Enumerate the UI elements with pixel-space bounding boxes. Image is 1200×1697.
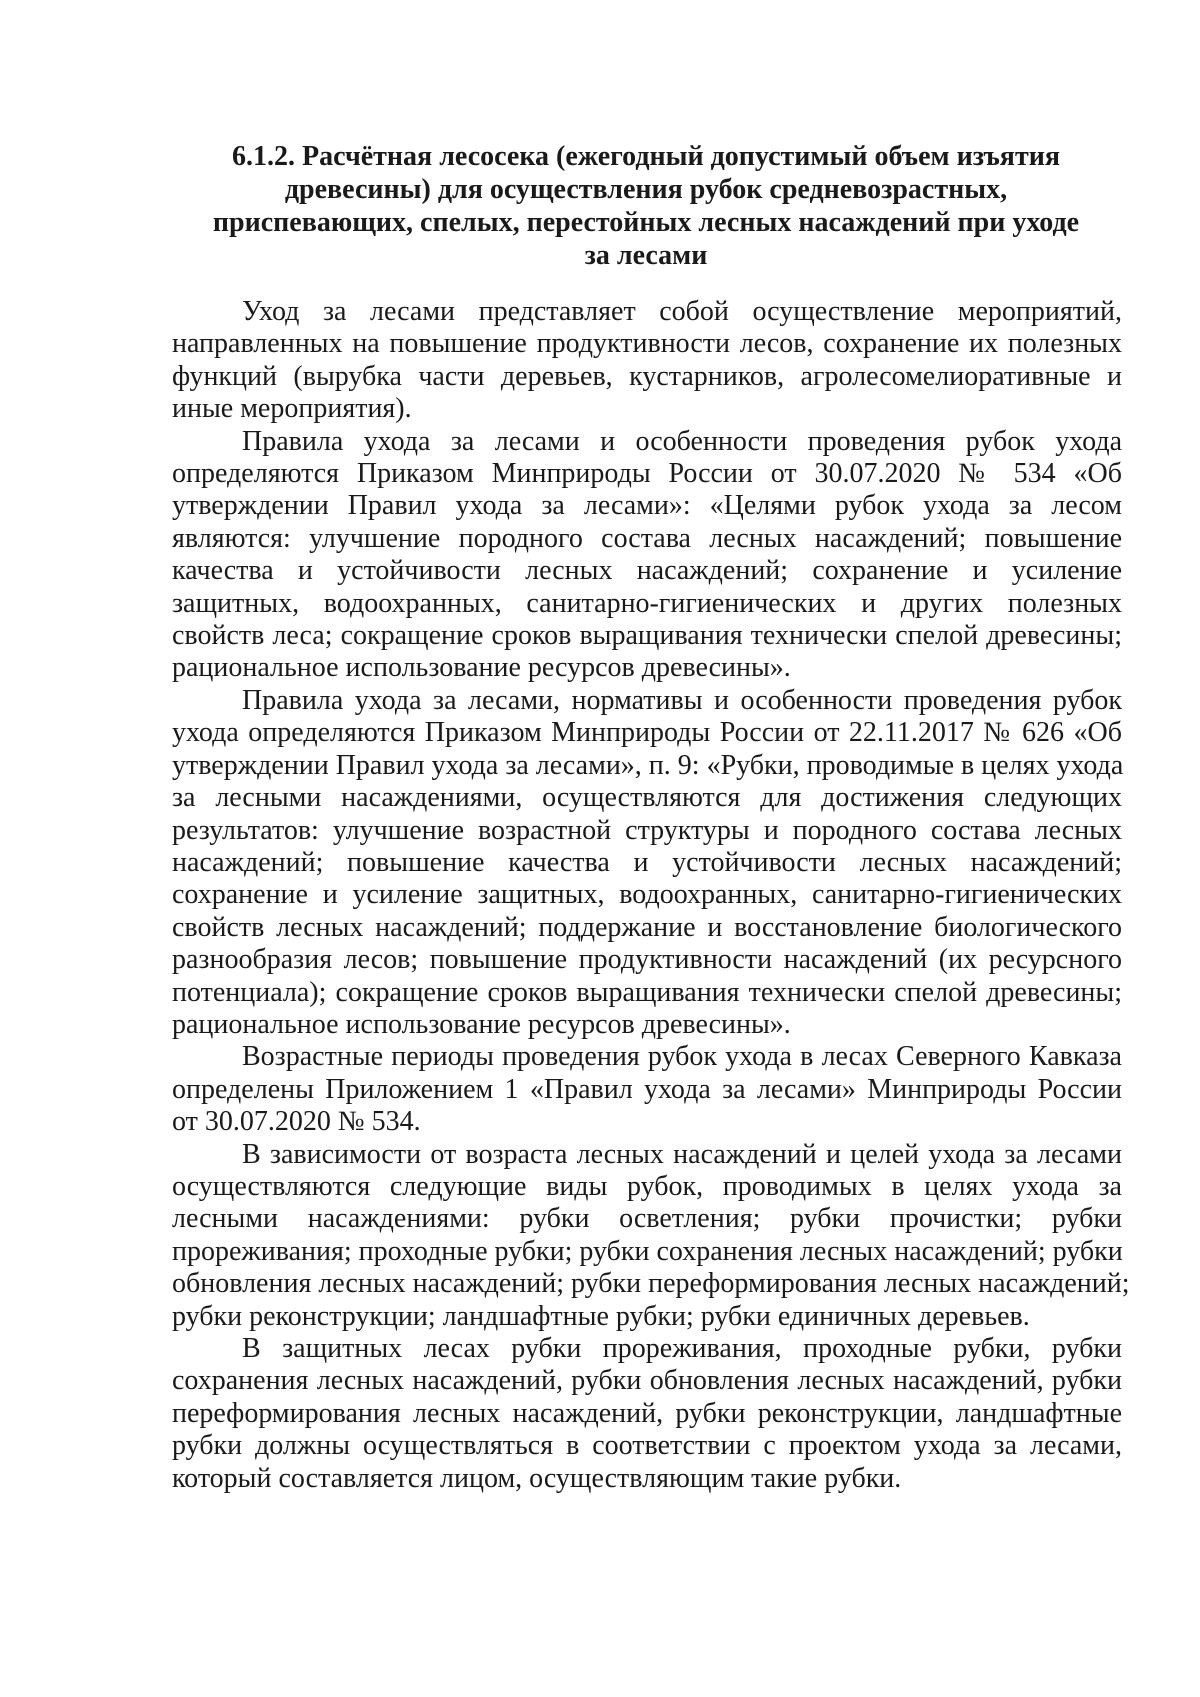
text-line: результатов: улучшение возрастной структуры и породного состава лесных [172,814,1122,846]
text-line: Возрастные периоды проведения рубок ухода в лесах Северного Кавказа [242,1041,1122,1073]
text-line: качества и устойчивости лесных насаждений; сохранение и усиление [172,555,1122,587]
text-line: свойств леса; сокращение сроков выращивания технически спелой древесины; [172,620,1122,652]
text-line: определены Приложением 1 «Правил ухода за лесами» Минприроды России [172,1073,1122,1105]
heading-line: за лесами [584,240,708,271]
paragraph [172,426,1122,685]
text-line: сохранения лесных насаждений, рубки обновления лесных насаждений, рубки [172,1365,1122,1397]
text-line: свойств лесных насаждений; поддержание и восстановление биологического [172,911,1122,943]
text-line: который составляется лицом, осуществляющим такие рубки. [172,1462,902,1494]
section-heading [170,140,1122,272]
text-line: ухода определяются Приказом Минприроды России от 22.11.2017 № 626 «Об [172,717,1122,749]
text-line: осуществляются следующие виды рубок, проводимых в целях ухода за [172,1170,1122,1202]
text-line: направленных на повышение продуктивности лесов, сохранение их полезных [172,328,1122,360]
text-line: прореживания; проходные рубки; рубки сохранения лесных насаждений; рубки [172,1235,1123,1267]
text-line: иные мероприятия). [172,393,412,425]
text-line: обновления лесных насаждений; рубки переформирования лесных насаждений; [172,1268,1130,1300]
text-line: сохранение и усиление защитных, водоохранных, санитарно-гигиенических [172,879,1122,911]
text-line: за лесными насаждениями, осуществляются для достижения следующих [172,782,1122,814]
text-line: переформирования лесных насаждений, рубки реконструкции, ландшафтные [172,1397,1122,1429]
text-line: утверждении Правил ухода за лесами», п. 9: «Рубки, проводимые в целях ухода [172,749,1124,781]
text-line: В зависимости от возраста лесных насаждений и целей ухода за лесами [242,1138,1122,1170]
paragraph [172,296,1122,426]
text-line: лесными насаждениями: рубки осветления; рубки прочистки; рубки [172,1203,1122,1235]
paragraph [172,1138,1130,1333]
paragraph [172,1041,1122,1138]
body-text [172,296,1130,1495]
paragraph [172,1333,1122,1495]
text-line: насаждений; повышение качества и устойчивости лесных насаждений; [172,846,1122,878]
heading-line: древесины) для осуществления рубок средневозрастных, [284,174,1008,205]
heading-line: 6.1.2. Расчётная лесосека (ежегодный допустимый объем изъятия [231,141,1060,172]
text-line: от 30.07.2020 № 534. [172,1106,421,1138]
text-line: рубки реконструкции; ландшафтные рубки; рубки единичных деревьев. [172,1300,1030,1332]
text-line: являются: улучшение породного состава лесных насаждений; повышение [172,522,1122,554]
paragraph [172,685,1122,1041]
text-line: утверждении Правил ухода за лесами»: «Целями рубок ухода за лесом [172,490,1122,522]
text-line: рациональное использование ресурсов древесины». [172,1008,791,1040]
text-line: В защитных лесах рубки прореживания, проходные рубки, рубки [242,1333,1122,1364]
text-line: рубки должны осуществляться в соответствии с проектом ухода за лесами, [172,1430,1122,1462]
heading-line: приспевающих, спелых, перестойных лесных насаждений при уходе [212,207,1080,238]
text-line: Уход за лесами представляет собой осуществление мероприятий, [242,296,1122,327]
text-line: Правила ухода за лесами и особенности проведения рубок ухода [242,425,1122,457]
text-line: защитных, водоохранных, санитарно-гигиенических и других полезных [172,587,1122,619]
text-line: Правила ухода за лесами, нормативы и особенности проведения рубок [242,684,1122,716]
text-line: определяются Приказом Минприроды России от 30.07.2020 № 534 «Об [172,458,1122,490]
text-line: потенциала); сокращение сроков выращивания технически спелой древесины; [172,976,1122,1008]
text-line: разнообразия лесов; повышение продуктивности насаждений (их ресурсного [172,944,1122,976]
text-line: рациональное использование ресурсов древесины». [172,652,791,684]
text-line: функций (вырубка части деревьев, кустарников, агролесомелиоративные и [172,360,1122,392]
